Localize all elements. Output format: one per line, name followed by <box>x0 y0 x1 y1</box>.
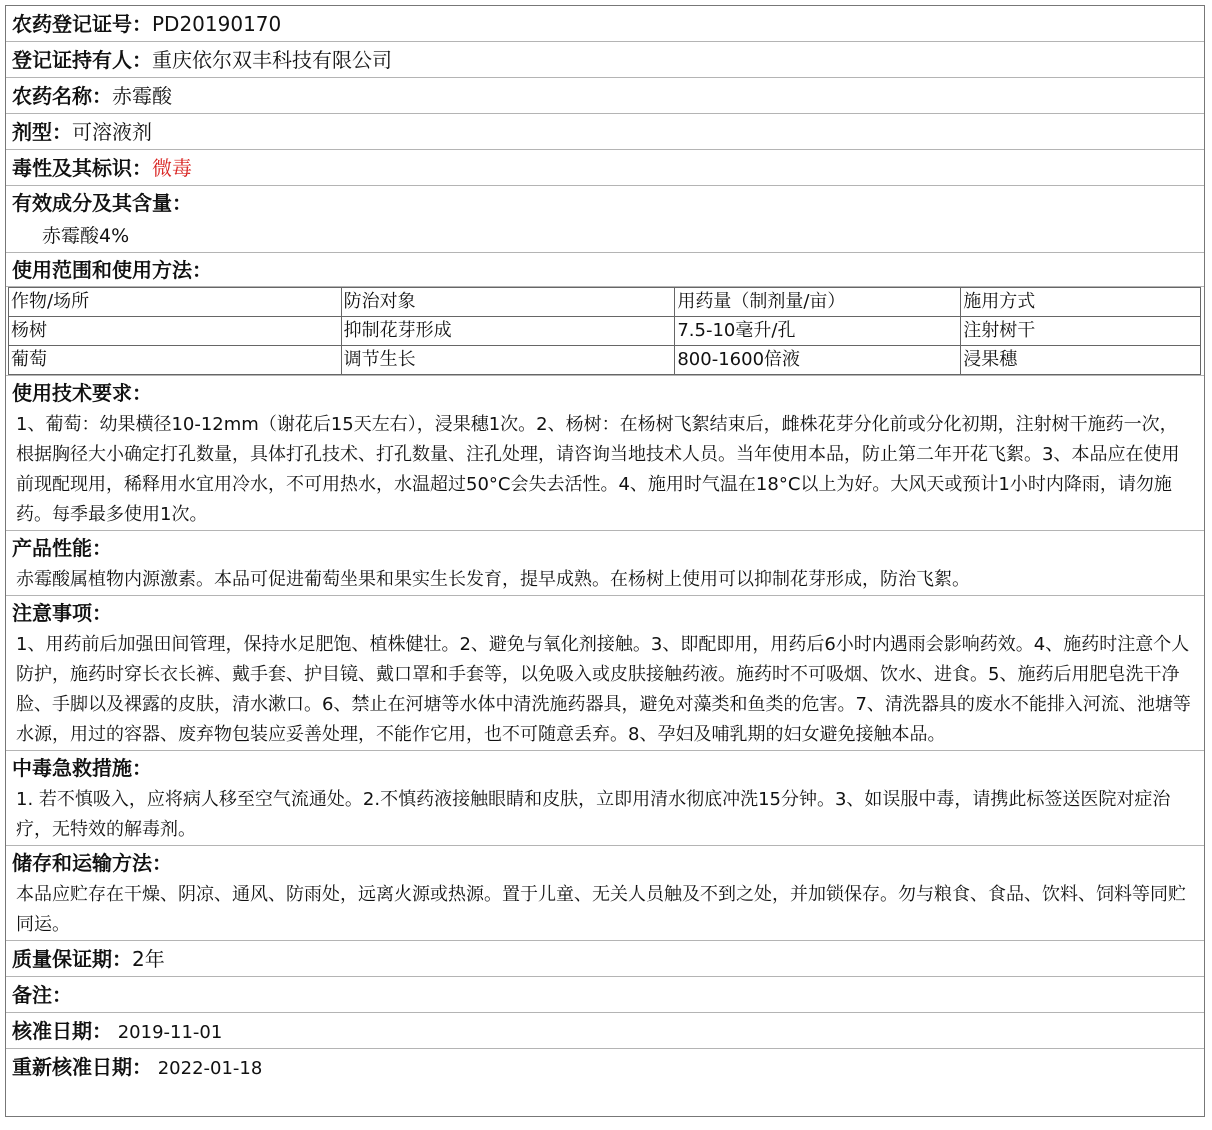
notes-text: 1、用药前后加强田间管理，保持水足肥饱、植株健壮。2、避免与氧化剂接触。3、即配即用，用药后6小时内遇雨会影响药效。4、施药时注意个人防护，施药时穿长衣长裤、戴手套、护目镜、戴口罩和手套等，以免吸入或皮肤接触药液。施药时不可吸烟、饮水、进食。5、施药后用肥皂洗干净脸、手脚以及裸露的皮肤，清水漱口。6、禁止在河塘等水体中清洗施药器具，避免对藻类和鱼类的危害。7、清洗器具的废水不能排入河流、池塘等水源，用过的容器、废弃物包装应妥善处理，不能作它用，也不可随意丢弃。8、孕妇及哺乳期的妇女避免接触本品。 <box>16 634 1191 745</box>
table-row <box>9 317 1201 346</box>
first-aid-section <box>6 751 1204 846</box>
table-cell: 葡萄 <box>9 346 342 375</box>
table-row <box>9 346 1201 375</box>
storage-text: 本品应贮存在干燥、阴凉、通风、防雨处，远离火源或热源。置于儿童、无关人员触及不到之处，并加锁保存。勿与粮食、食品、饮料、饲料等同贮同运。 <box>16 884 1186 935</box>
approval-date-row <box>6 1013 1204 1049</box>
table-cell: 杨树 <box>9 317 342 346</box>
reg-no-label: 农药登记证号： <box>12 12 152 36</box>
name-row <box>6 78 1204 114</box>
notes-section <box>6 596 1204 751</box>
ingredient-label: 有效成分及其含量： <box>12 191 192 215</box>
table-cell: 注射树干 <box>961 317 1201 346</box>
formulation-value: 可溶液剂 <box>72 120 152 144</box>
holder-label: 登记证持有人： <box>12 48 152 72</box>
approval-date-label: 核准日期： <box>12 1019 112 1043</box>
table-cell: 浸果穗 <box>961 346 1201 375</box>
tech-label: 使用技术要求： <box>12 381 152 405</box>
name-value: 赤霉酸 <box>112 84 172 108</box>
remarks-label: 备注： <box>12 983 72 1007</box>
reapproval-date-row <box>6 1049 1204 1085</box>
holder-value: 重庆依尔双丰科技有限公司 <box>152 48 392 72</box>
usage-table <box>8 287 1201 375</box>
shelf-life-value: 2年 <box>132 947 165 971</box>
formulation-label: 剂型： <box>12 120 72 144</box>
header-cell: 作物/场所 <box>9 288 342 317</box>
holder-row <box>6 42 1204 78</box>
performance-section <box>6 531 1204 596</box>
header-cell: 防治对象 <box>341 288 675 317</box>
storage-section <box>6 846 1204 941</box>
notes-label: 注意事项： <box>12 601 112 625</box>
first-aid-text: 1. 若不慎吸入，应将病人移至空气流通处。2.不慎药液接触眼睛和皮肤，立即用清水彻底冲洗15分钟。3、如误服中毒，请携此标签送医院对症治疗，无特效的解毒剂。 <box>16 789 1171 840</box>
performance-label: 产品性能： <box>12 536 112 560</box>
formulation-row <box>6 114 1204 150</box>
table-cell: 抑制花芽形成 <box>341 317 675 346</box>
reg-no-row <box>6 6 1204 42</box>
reapproval-date-label: 重新核准日期： <box>12 1055 152 1079</box>
table-cell: 调节生长 <box>341 346 675 375</box>
toxicity-row <box>6 150 1204 186</box>
reapproval-date-value: 2022-01-18 <box>152 1058 263 1079</box>
tech-section <box>6 376 1204 531</box>
header-cell: 施用方式 <box>961 288 1201 317</box>
reg-no-value: PD20190170 <box>152 12 282 36</box>
name-label: 农药名称： <box>12 84 112 108</box>
first-aid-label: 中毒急救措施： <box>12 756 152 780</box>
usage-table-wrap <box>6 287 1204 376</box>
shelf-life-label: 质量保证期： <box>12 947 132 971</box>
usage-label-row <box>6 253 1204 287</box>
ingredient-value: 赤霉酸4% <box>42 225 130 247</box>
pesticide-label-document <box>5 5 1205 1117</box>
table-cell: 7.5-10毫升/孔 <box>675 317 961 346</box>
usage-table-header <box>9 288 1201 317</box>
shelf-life-row <box>6 941 1204 977</box>
tech-text: 1、葡萄：幼果横径10-12mm（谢花后15天左右），浸果穗1次。2、杨树：在杨树飞絮结束后，雌株花芽分化前或分化初期，注射树干施药一次，根据胸径大小确定打孔数量，具体打孔技术、打孔数量、注孔处理，请咨询当地技术人员。当年使用本品，防止第二年开花飞絮。3、本品应在使用前现配现用，稀释用水宜用冷水，不可用热水，水温超过50°C会失去活性。4、施用时气温在18°C以上为好。大风天或预计1小时内降雨，请勿施药。每季最多使用1次。 <box>16 414 1180 525</box>
performance-text: 赤霉酸属植物内源激素。本品可促进葡萄坐果和果实生长发育，提早成熟。在杨树上使用可以抑制花芽形成，防治飞絮。 <box>16 569 970 590</box>
storage-label: 储存和运输方法： <box>12 851 172 875</box>
header-cell: 用药量（制剂量/亩） <box>675 288 961 317</box>
toxicity-value: 微毒 <box>152 156 192 180</box>
usage-label: 使用范围和使用方法： <box>12 258 212 282</box>
table-cell: 800-1600倍液 <box>675 346 961 375</box>
approval-date-value: 2019-11-01 <box>112 1022 223 1043</box>
ingredient-section <box>6 186 1204 253</box>
remarks-row <box>6 977 1204 1013</box>
toxicity-label: 毒性及其标识： <box>12 156 152 180</box>
